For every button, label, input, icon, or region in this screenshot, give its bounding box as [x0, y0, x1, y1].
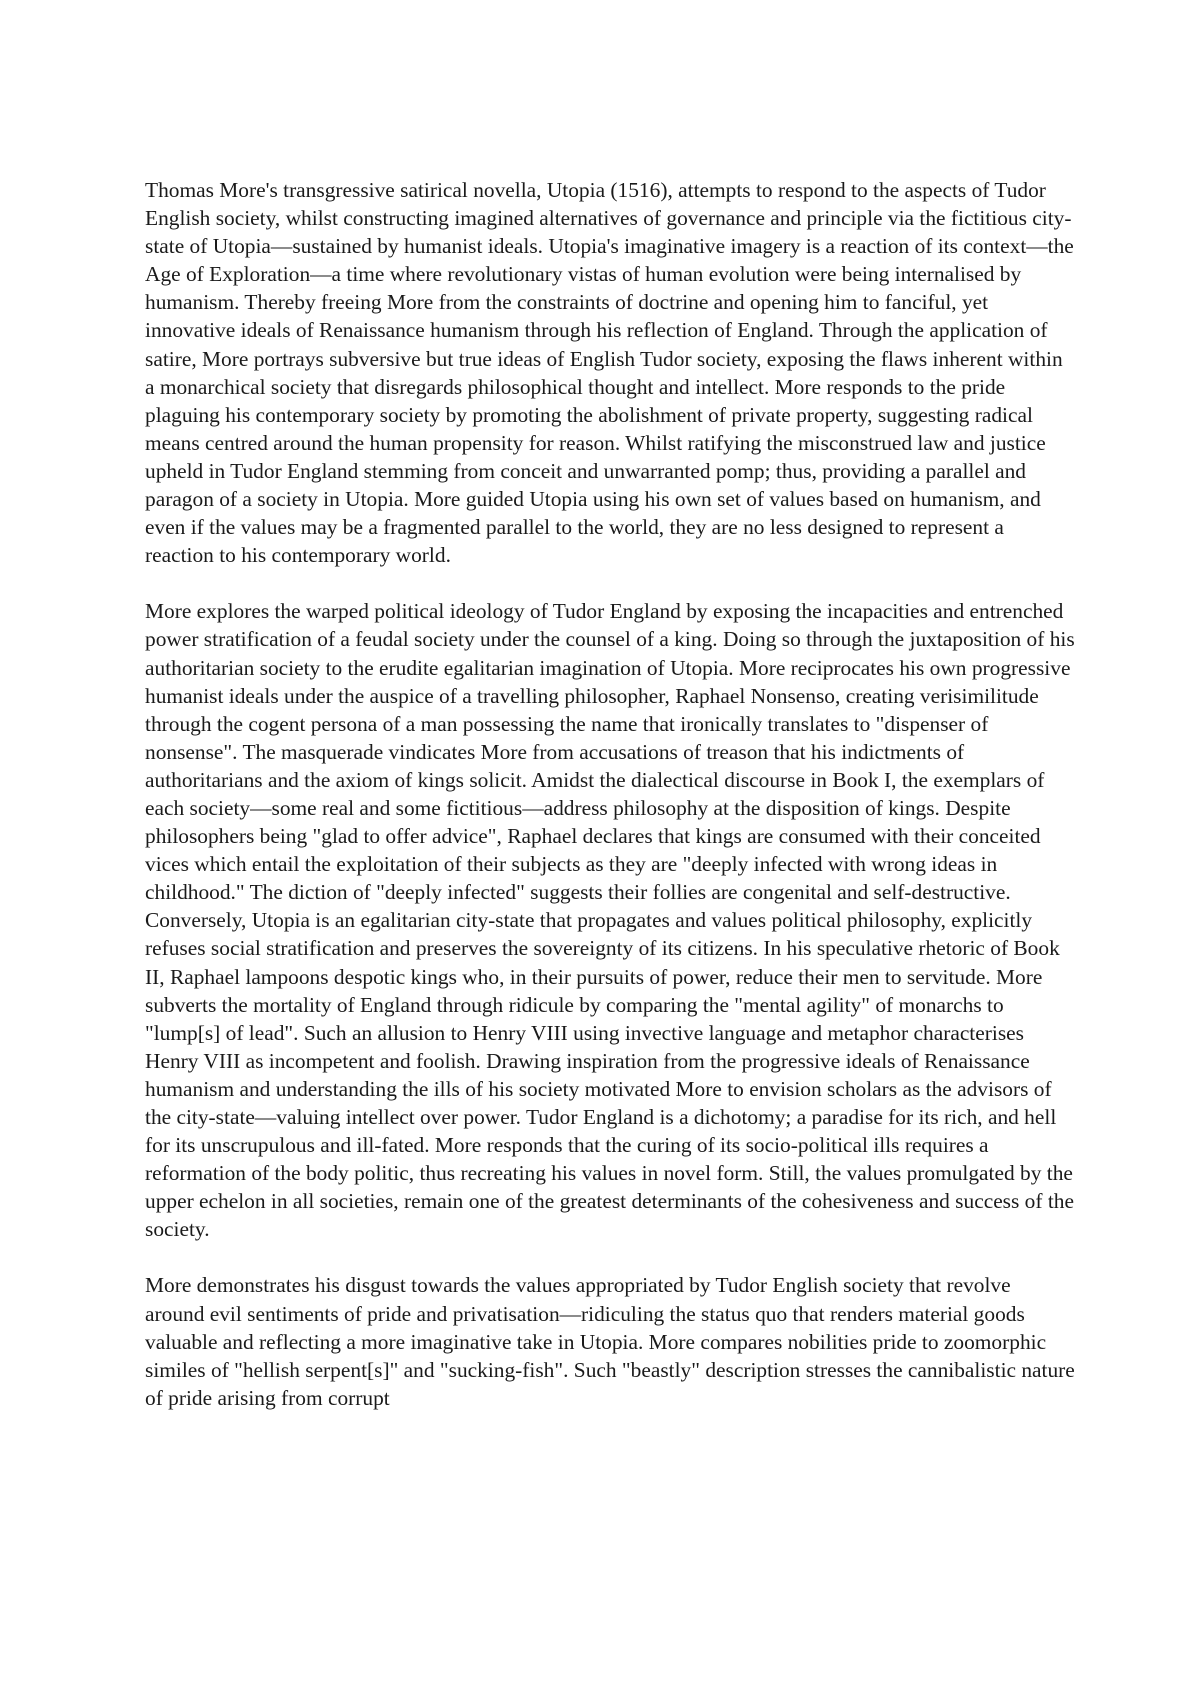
- paragraph-introduction: Thomas More's transgressive satirical novella, Utopia (1516), attempts to respond to the aspects of Tudor English society, whilst constructing imagined alternatives of governance and principle via the fictitious city-state of Utopia—sustained by humanist ideals. Utopia's imaginative imagery is a reaction of its context—the Age of Exploration—a time where revolutionary vistas of human evolution were being internalised by humanism. Thereby freeing More from the constraints of doctrine and opening him to fanciful, yet innovative ideals of Renaissance humanism through his reflection of England. Through the application of satire, More portrays subversive but true ideas of English Tudor society, exposing the flaws inherent within a monarchical society that disregards philosophical thought and intellect. More responds to the pride plaguing his contemporary society by promoting the abolishment of private property, suggesting radical means centred around the human propensity for reason. Whilst ratifying the misconstrued law and justice upheld in Tudor England stemming from conceit and unwarranted pomp; thus, providing a parallel and paragon of a society in Utopia. More guided Utopia using his own set of values based on humanism, and even if the values may be a fragmented parallel to the world, they are no less designed to represent a reaction to his contemporary world.: [145, 178, 1074, 568]
- essay-body: [145, 176, 1075, 1440]
- paragraph-political-ideology: More explores the warped political ideology of Tudor England by exposing the incapacities and entrenched power stratification of a feudal society under the counsel of a king. Doing so through the juxtaposition of his authoritarian society to the erudite egalitarian imagination of Utopia. More reciprocates his own progressive humanist ideals under the auspice of a travelling philosopher, Raphael Nonsenso, creating verisimilitude through the cogent persona of a man possessing the name that ironically translates to "dispenser of nonsense". The masquerade vindicates More from accusations of treason that his indictments of authoritarians and the axiom of kings solicit. Amidst the dialectical discourse in Book I, the exemplars of each society—some real and some fictitious—address philosophy at the disposition of kings. Despite philosophers being "glad to offer advice", Raphael declares that kings are consumed with their conceited vices which entail the exploitation of their subjects as they are "deeply infected with wrong ideas in childhood." The diction of "deeply infected" suggests their follies are congenital and self-destructive. Conversely, Utopia is an egalitarian city-state that propagates and values political philosophy, explicitly refuses social stratification and preserves the sovereignty of its citizens. In his speculative rhetoric of Book II, Raphael lampoons despotic kings who, in their pursuits of power, reduce their men to servitude. More subverts the mortality of England through ridicule by comparing the "mental agility" of monarchs to "lump[s] of lead". Such an allusion to Henry VIII using invective language and metaphor characterises Henry VIII as incompetent and foolish. Drawing inspiration from the progressive ideals of Renaissance humanism and understanding the ills of his society motivated More to envision scholars as the advisors of the city-state—valuing intellect over power. Tudor England is a dichotomy; a paradise for its rich, and hell for its unscrupulous and ill-fated. More responds that the curing of its socio-political ills requires a reformation of the body politic, thus recreating his values in novel form. Still, the values promulgated by the upper echelon in all societies, remain one of the greatest determinants of the cohesiveness and success of the society.: [145, 599, 1075, 1242]
- paragraph-pride-privatisation: More demonstrates his disgust towards the values appropriated by Tudor English society that revolve around evil sentiments of pride and privatisation—ridiculing the status quo that renders material goods valuable and reflecting a more imaginative take in Utopia. More compares nobilities pride to zoomorphic similes of "hellish serpent[s]" and "sucking-fish". Such "beastly" description stresses the cannibalistic nature of pride arising from corrupt: [145, 1273, 1075, 1410]
